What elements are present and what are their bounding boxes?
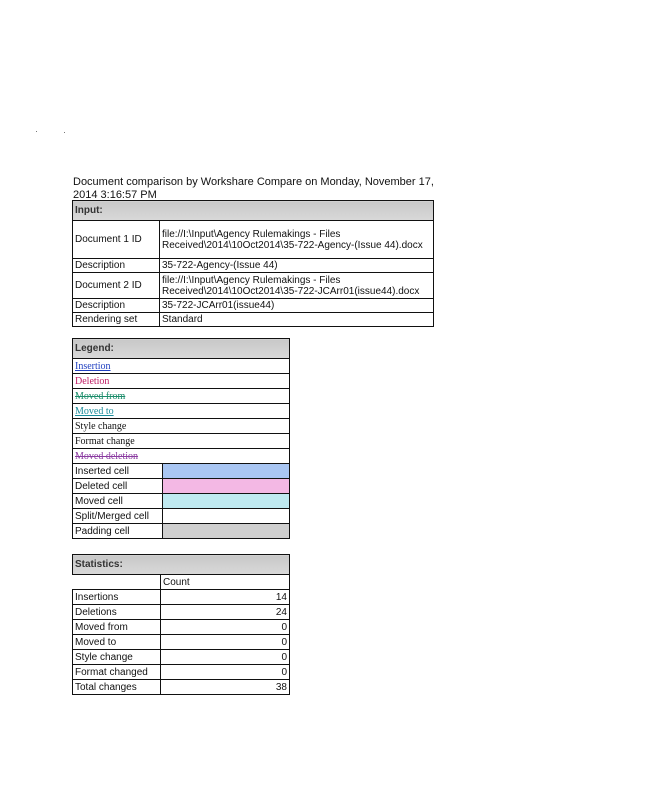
stat-label-style-change: Style change: [73, 650, 161, 665]
stat-count-insertions: 14: [161, 590, 290, 605]
stat-count-moved-from: 0: [161, 620, 290, 635]
input-label-desc1: Description: [73, 259, 160, 273]
legend-style-change: Style change: [73, 419, 290, 434]
inserted-cell-swatch: [163, 464, 290, 479]
scan-speck: [64, 132, 65, 133]
input-value-doc2: file://I:\Input\Agency Rulemakings - Files Received\2014\10Oct2014\35-722-JCArr01(issue44).docx: [160, 273, 434, 299]
stat-count-deletions: 24: [161, 605, 290, 620]
padding-cell-swatch: [163, 524, 290, 539]
statistics-table: [72, 554, 290, 695]
legend-format-change: Format change: [73, 434, 290, 449]
input-value-desc1: 35-722-Agency-(Issue 44): [160, 259, 434, 273]
split-merged-cell-swatch: [163, 509, 290, 524]
input-value-desc2: 35-722-JCArr01(issue44): [160, 299, 434, 313]
stat-label-format-changed: Format changed: [73, 665, 161, 680]
legend-table: [72, 338, 290, 539]
input-header: Input:: [73, 201, 434, 221]
scan-speck: [36, 131, 37, 132]
legend-split-merged-cell-label: Split/Merged cell: [73, 509, 163, 524]
legend-insertion: Insertion: [73, 359, 290, 374]
moved-cell-swatch: [163, 494, 290, 509]
stat-label-moved-from: Moved from: [73, 620, 161, 635]
legend-moved-to: Moved to: [73, 404, 290, 419]
statistics-count-header: Count: [161, 575, 290, 590]
legend-deletion: Deletion: [73, 374, 290, 389]
input-value-rendering: Standard: [160, 313, 434, 327]
legend-moved-cell-label: Moved cell: [73, 494, 163, 509]
input-label-doc1: Document 1 ID: [73, 221, 160, 259]
stat-label-insertions: Insertions: [73, 590, 161, 605]
stat-label-total-changes: Total changes: [73, 680, 161, 695]
legend-moved-from: Moved from: [73, 389, 290, 404]
legend-inserted-cell-label: Inserted cell: [73, 464, 163, 479]
input-label-desc2: Description: [73, 299, 160, 313]
statistics-header: Statistics:: [73, 555, 290, 575]
statistics-corner-cell: [73, 575, 161, 590]
input-value-doc1: file://I:\Input\Agency Rulemakings - Files Received\2014\10Oct2014\35-722-Agency-(Issue 44).docx: [160, 221, 434, 259]
stat-label-moved-to: Moved to: [73, 635, 161, 650]
legend-header: Legend:: [73, 339, 290, 359]
legend-deleted-cell-label: Deleted cell: [73, 479, 163, 494]
stat-count-moved-to: 0: [161, 635, 290, 650]
input-label-rendering: Rendering set: [73, 313, 160, 327]
deleted-cell-swatch: [163, 479, 290, 494]
document-title: Document comparison by Workshare Compare on Monday, November 17, 2014 3:16:57 PM: [73, 176, 434, 201]
legend-padding-cell-label: Padding cell: [73, 524, 163, 539]
input-label-doc2: Document 2 ID: [73, 273, 160, 299]
input-table: [72, 200, 434, 327]
stat-label-deletions: Deletions: [73, 605, 161, 620]
stat-count-format-changed: 0: [161, 665, 290, 680]
stat-count-total-changes: 38: [161, 680, 290, 695]
stat-count-style-change: 0: [161, 650, 290, 665]
legend-moved-deletion: Moved deletion: [73, 449, 290, 464]
